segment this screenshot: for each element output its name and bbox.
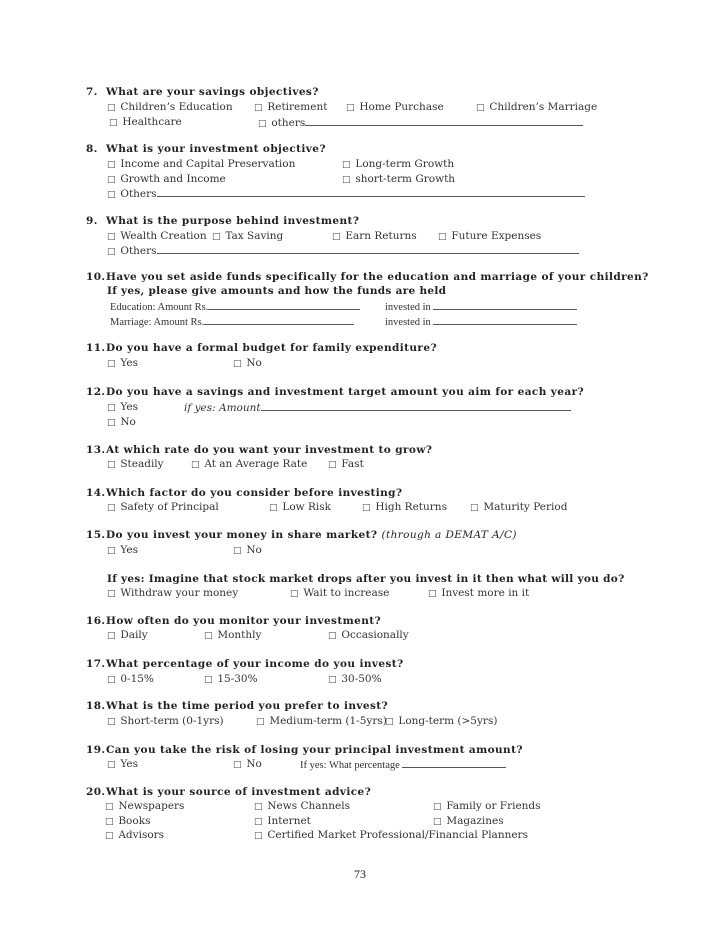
option-no[interactable]: □ No	[107, 416, 136, 428]
checkbox-icon[interactable]: □	[107, 546, 116, 556]
option-no[interactable]: □ No	[233, 758, 262, 770]
option-magazines[interactable]: □ Magazines	[433, 815, 504, 827]
checkbox-icon[interactable]: □	[233, 546, 242, 556]
checkbox-icon[interactable]: □	[470, 503, 479, 513]
checkbox-icon[interactable]: □	[385, 717, 394, 727]
option-others[interactable]: □ Others	[107, 244, 579, 257]
checkbox-icon[interactable]: □	[105, 817, 114, 827]
risk-percentage-field[interactable]	[402, 758, 506, 768]
question-10: 10.Have you set aside funds specifically for the education and marriage of your children?	[86, 271, 649, 283]
option-long-term[interactable]: □ Long-term (>5yrs)	[385, 715, 498, 727]
checkbox-icon[interactable]: □	[105, 802, 114, 812]
checkbox-icon[interactable]: □	[107, 631, 116, 641]
checkbox-icon[interactable]: □	[342, 160, 351, 170]
checkbox-icon[interactable]: □	[107, 403, 116, 413]
option-medium-term[interactable]: □ Medium-term (1-5yrs)	[256, 715, 387, 727]
checkbox-icon[interactable]: □	[107, 175, 116, 185]
target-amount-field[interactable]	[261, 401, 571, 411]
option-invest-more[interactable]: □ Invest more in it	[428, 587, 530, 599]
option-daily[interactable]: □ Daily	[107, 629, 148, 641]
option-no[interactable]: □ No	[233, 357, 262, 369]
education-amount-field[interactable]	[208, 300, 360, 310]
checkbox-icon[interactable]: □	[428, 589, 437, 599]
checkbox-icon[interactable]: □	[107, 418, 116, 428]
marriage-invested-field[interactable]	[433, 315, 577, 325]
option-growth-income[interactable]: □ Growth and Income	[107, 173, 226, 185]
option-family-friends[interactable]: □ Family or Friends	[433, 800, 541, 812]
checkbox-icon[interactable]: □	[107, 103, 116, 113]
option-safety-principal[interactable]: □ Safety of Principal	[107, 501, 219, 513]
checkbox-icon[interactable]: □	[328, 631, 337, 641]
option-newspapers[interactable]: □ Newspapers	[105, 800, 185, 812]
option-no[interactable]: □ No	[233, 544, 262, 556]
checkbox-icon[interactable]: □	[109, 118, 118, 128]
option-income-capital[interactable]: □ Income and Capital Preservation	[107, 158, 296, 170]
option-books[interactable]: □ Books	[105, 815, 151, 827]
checkbox-icon[interactable]: □	[107, 760, 116, 770]
question-12: 12.Do you have a savings and investment target amount you aim for each year?	[86, 386, 585, 398]
option-home-purchase[interactable]: □ Home Purchase	[346, 101, 444, 113]
question-8: 8. What is your investment objective?	[86, 143, 326, 155]
checkbox-icon[interactable]: □	[438, 232, 447, 242]
option-childrens-education[interactable]: □ Children’s Education	[107, 101, 233, 113]
checkbox-icon[interactable]: □	[362, 503, 371, 513]
option-0-15[interactable]: □ 0-15%	[107, 673, 154, 685]
risk-percentage: If yes: What percentage	[300, 758, 506, 771]
marriage-invested-in: invested in	[385, 315, 577, 328]
checkbox-icon[interactable]: □	[204, 675, 213, 685]
checkbox-icon[interactable]: □	[290, 589, 299, 599]
others-field[interactable]	[157, 244, 579, 254]
option-childrens-marriage[interactable]: □ Children’s Marriage	[476, 101, 598, 113]
checkbox-icon[interactable]: □	[342, 175, 351, 185]
checkbox-icon[interactable]: □	[191, 460, 200, 470]
checkbox-icon[interactable]: □	[328, 675, 337, 685]
checkbox-icon[interactable]: □	[107, 503, 116, 513]
checkbox-icon[interactable]: □	[212, 232, 221, 242]
checkbox-icon[interactable]: □	[204, 631, 213, 641]
question-17: 17.What percentage of your income do you invest?	[86, 658, 404, 670]
question-14: 14.Which factor do you consider before investing?	[86, 487, 403, 499]
option-advisors[interactable]: □ Advisors	[105, 829, 165, 841]
checkbox-icon[interactable]: □	[258, 119, 267, 129]
option-others[interactable]: □ others	[258, 116, 583, 129]
option-others[interactable]: □ Others	[107, 187, 585, 200]
option-retirement[interactable]: □ Retirement	[254, 101, 328, 113]
question-7: 7. What are your savings objectives?	[86, 86, 319, 98]
question-10-detail: If yes, please give amounts and how the funds are held	[107, 285, 447, 297]
checkbox-icon[interactable]: □	[254, 831, 263, 841]
education-amount: Education: Amount Rs.	[110, 300, 360, 313]
checkbox-icon[interactable]: □	[107, 247, 116, 257]
question-15: 15.Do you invest your money in share market? (through a DEMAT A/C)	[86, 529, 517, 541]
checkbox-icon[interactable]: □	[346, 103, 355, 113]
others-field[interactable]	[305, 116, 583, 126]
option-low-risk[interactable]: □ Low Risk	[269, 501, 331, 513]
option-withdraw[interactable]: □ Withdraw your money	[107, 587, 239, 599]
checkbox-icon[interactable]: □	[107, 675, 116, 685]
checkbox-icon[interactable]: □	[107, 359, 116, 369]
checkbox-icon[interactable]: □	[254, 103, 263, 113]
checkbox-icon[interactable]: □	[107, 717, 116, 727]
education-invested-field[interactable]	[433, 300, 577, 310]
option-internet[interactable]: □ Internet	[254, 815, 311, 827]
option-steadily[interactable]: □ Steadily	[107, 458, 164, 470]
option-yes[interactable]: □ Yes	[107, 758, 138, 770]
checkbox-icon[interactable]: □	[107, 589, 116, 599]
question-9: 9. What is the purpose behind investment?	[86, 215, 360, 227]
checkbox-icon[interactable]: □	[107, 160, 116, 170]
target-amount: if yes: Amount	[184, 401, 571, 414]
option-15-30[interactable]: □ 15-30%	[204, 673, 258, 685]
option-yes[interactable]: □ Yes	[107, 544, 138, 556]
education-invested-in: invested in	[385, 300, 577, 313]
checkbox-icon[interactable]: □	[328, 460, 337, 470]
option-yes[interactable]: □ Yes	[107, 357, 138, 369]
option-healthcare[interactable]: □ Healthcare	[109, 116, 182, 128]
checkbox-icon[interactable]: □	[254, 802, 263, 812]
option-average-rate[interactable]: □ At an Average Rate	[191, 458, 308, 470]
option-future-expenses[interactable]: □ Future Expenses	[438, 230, 542, 242]
option-fast[interactable]: □ Fast	[328, 458, 364, 470]
checkbox-icon[interactable]: □	[107, 460, 116, 470]
checkbox-icon[interactable]: □	[256, 717, 265, 727]
checkbox-icon[interactable]: □	[233, 760, 242, 770]
option-high-returns[interactable]: □ High Returns	[362, 501, 447, 513]
option-short-term-growth[interactable]: □ short-term Growth	[342, 173, 456, 185]
option-yes[interactable]: □ Yes	[107, 401, 138, 413]
question-13: 13.At which rate do you want your investment to grow?	[86, 444, 433, 456]
checkbox-icon[interactable]: □	[269, 503, 278, 513]
option-occasionally[interactable]: □ Occasionally	[328, 629, 409, 641]
question-16: 16.How often do you monitor your investment?	[86, 615, 382, 627]
option-monthly[interactable]: □ Monthly	[204, 629, 262, 641]
checkbox-icon[interactable]: □	[107, 232, 116, 242]
option-tax-saving[interactable]: □ Tax Saving	[212, 230, 284, 242]
option-30-50[interactable]: □ 30-50%	[328, 673, 382, 685]
option-wait[interactable]: □ Wait to increase	[290, 587, 390, 599]
question-18: 18.What is the time period you prefer to invest?	[86, 700, 389, 712]
option-earn-returns[interactable]: □ Earn Returns	[332, 230, 417, 242]
checkbox-icon[interactable]: □	[433, 817, 442, 827]
option-certified-professional[interactable]: □ Certified Market Professional/Financial Planners	[254, 829, 528, 841]
checkbox-icon[interactable]: □	[433, 802, 442, 812]
question-15-followup: If yes: Imagine that stock market drops after you invest in it then what will you do?	[107, 573, 625, 585]
checkbox-icon[interactable]: □	[105, 831, 114, 841]
others-field[interactable]	[157, 187, 585, 197]
option-short-term[interactable]: □ Short-term (0-1yrs)	[107, 715, 224, 727]
checkbox-icon[interactable]: □	[107, 190, 116, 200]
question-19: 19.Can you take the risk of losing your principal investment amount?	[86, 744, 523, 756]
option-long-term-growth[interactable]: □ Long-term Growth	[342, 158, 455, 170]
question-11: 11.Do you have a formal budget for family expenditure?	[86, 342, 437, 354]
option-news-channels[interactable]: □ News Channels	[254, 800, 351, 812]
option-maturity-period[interactable]: □ Maturity Period	[470, 501, 568, 513]
checkbox-icon[interactable]: □	[233, 359, 242, 369]
question-20: 20.What is your source of investment advice?	[86, 786, 372, 798]
checkbox-icon[interactable]: □	[476, 103, 485, 113]
checkbox-icon[interactable]: □	[254, 817, 263, 827]
checkbox-icon[interactable]: □	[332, 232, 341, 242]
option-wealth-creation[interactable]: □ Wealth Creation	[107, 230, 207, 242]
marriage-amount-field[interactable]	[204, 315, 354, 325]
page-number: 73	[354, 867, 366, 881]
marriage-amount: Marriage: Amount Rs.	[110, 315, 354, 328]
